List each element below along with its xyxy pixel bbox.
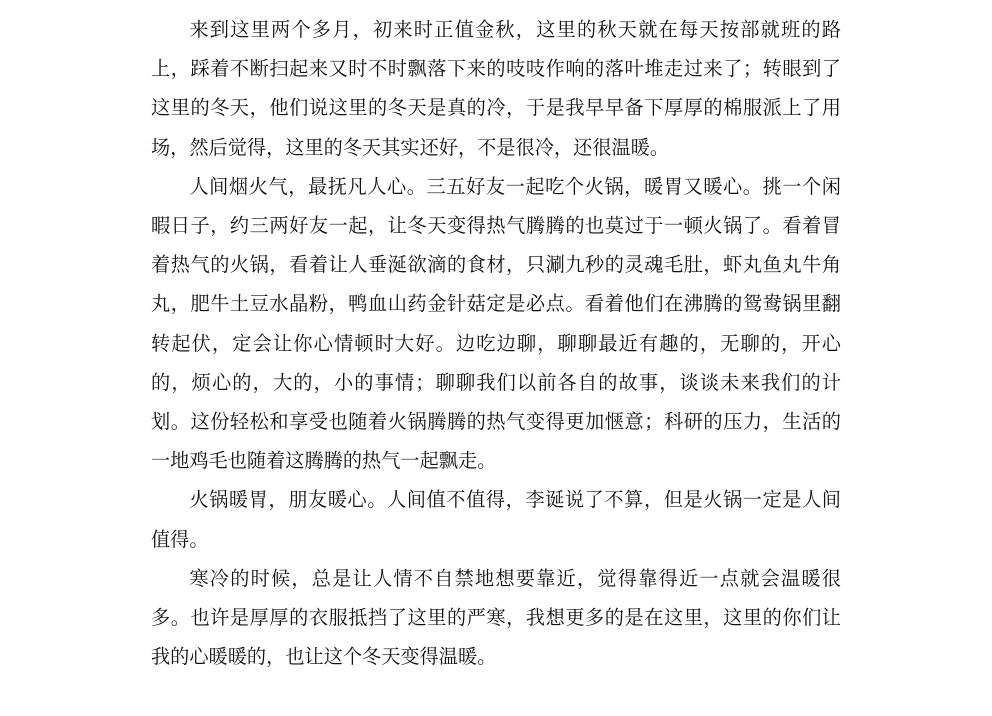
paragraph-closing: 寒冷的时候，总是让人情不自禁地想要靠近，觉得靠得近一点就会温暖很多。也许是厚厚的衣服抵挡了这里的严寒，我想更多的是在这里，这里的你们让我的心暖暖的，也让这个冬天变得温暖。 xyxy=(151,566,841,669)
essay-body xyxy=(151,10,841,676)
paragraph-hotpot: 人间烟火气，最抚凡人心。三五好友一起吃个火锅，暖胃又暖心。挑一个闲暇日子，约三两好友一起，让冬天变得热气腾腾的也莫过于一顿火锅了。看着冒着热气的火锅，看着让人垂涎欲滴的食材，只涮九秒的灵魂毛肚，虾丸鱼丸牛角丸，肥牛土豆水晶粉，鸭血山药金针菇定是必点。看着他们在沸腾的鸳鸯锅里翻转起伏，定会让你心情顿时大好。边吃边聊，聊聊最近有趣的，无聊的，开心的，烦心的，大的，小的事情；聊聊我们以前各自的故事，谈谈未来我们的计划。这份轻松和享受也随着火锅腾腾的热气变得更加惬意；科研的压力，生活的一地鸡毛也随着这腾腾的热气一起飘走。 xyxy=(151,174,841,473)
paragraph-autumn-winter: 来到这里两个多月，初来时正值金秋，这里的秋天就在每天按部就班的路上，踩着不断扫起来又时不时飘落下来的吱吱作响的落叶堆走过来了；转眼到了这里的冬天，他们说这里的冬天是真的冷，于是我早早备下厚厚的棉服派上了用场，然后觉得，这里的冬天其实还好，不是很冷，还很温暖。 xyxy=(151,18,841,159)
paragraph-warm-heart: 火锅暖胃，朋友暖心。人间值不值得，李诞说了不算，但是火锅一定是人间值得。 xyxy=(151,488,841,551)
